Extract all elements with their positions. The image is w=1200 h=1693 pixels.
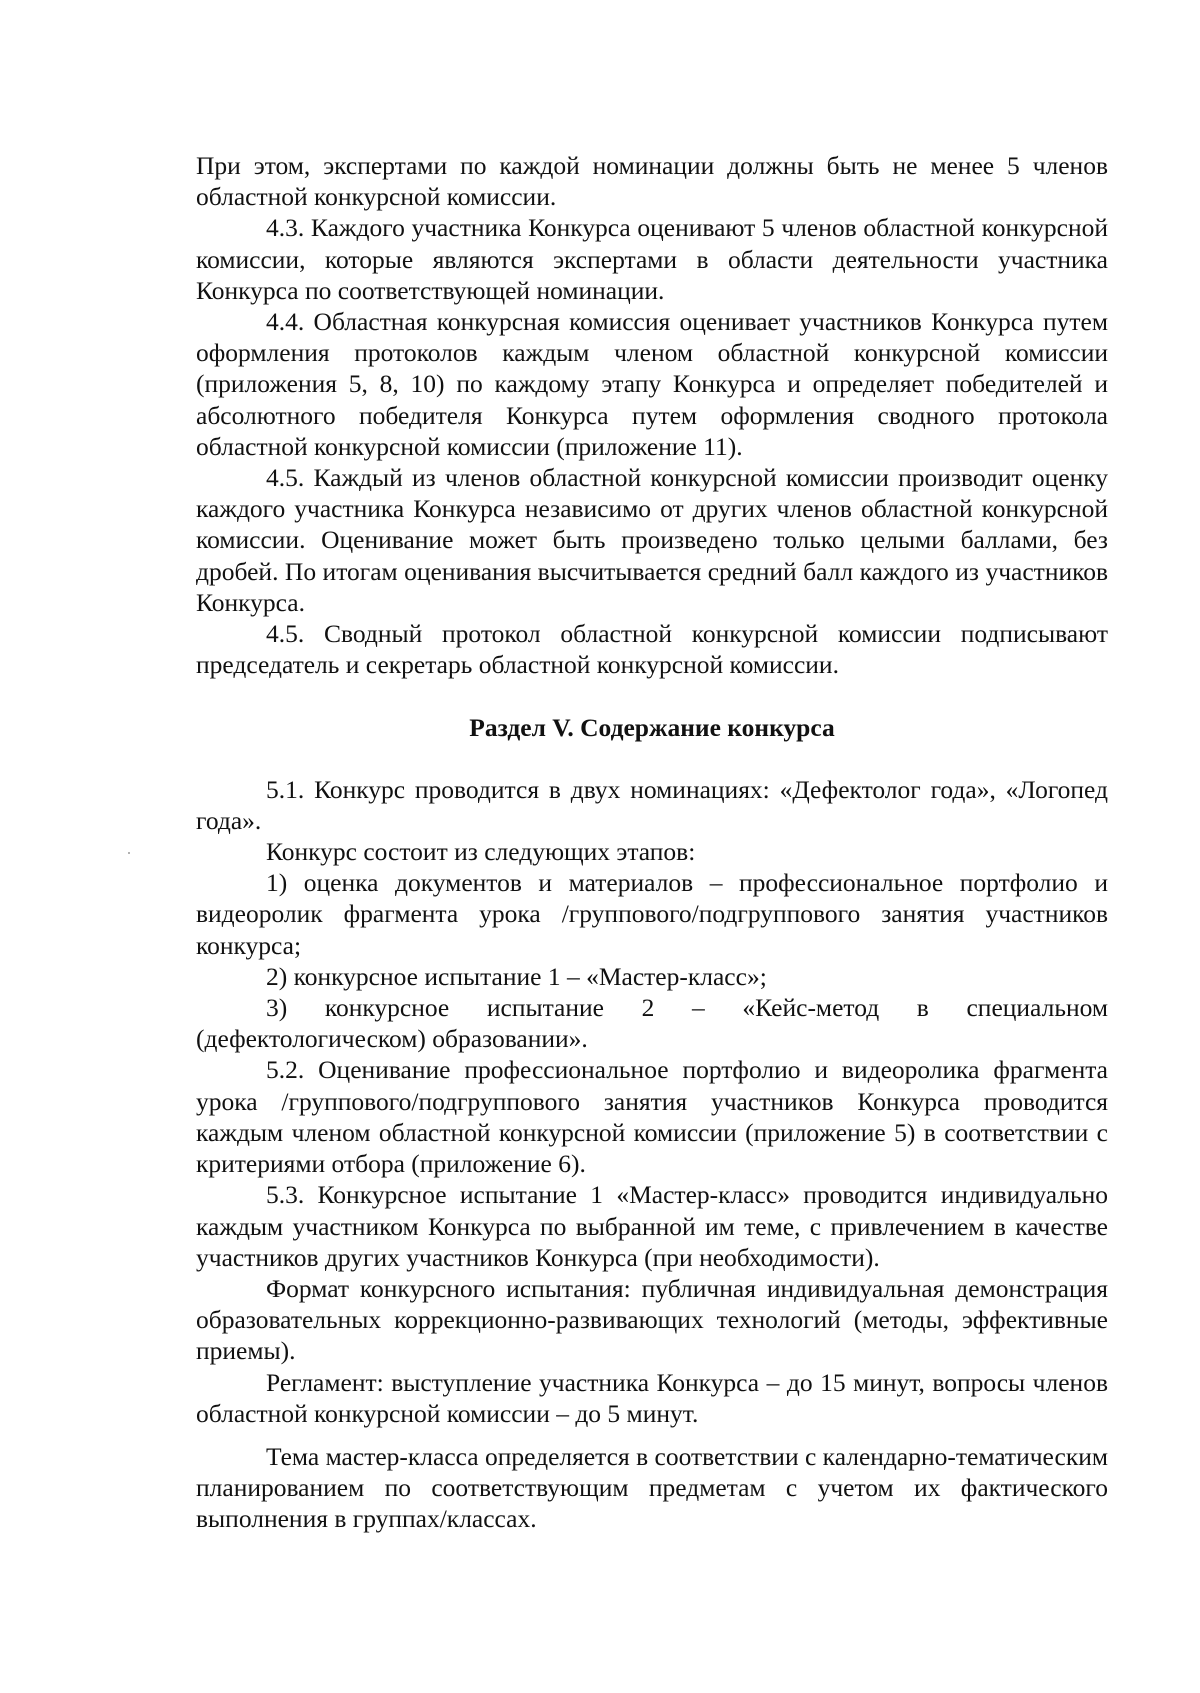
paragraph-5-2: 5.2. Оценивание профессиональное портфолио и видеоролика фрагмента урока /группового/подгруппового занятия участников Конкурса проводится каждым членом областной конкурсной комиссии (приложение 5) в соответствии с критериями отбора (приложение 6).: [196, 1055, 1108, 1179]
paragraph-5-3: 5.3. Конкурсное испытание 1 «Мастер-класс» проводится индивидуально каждым участником Конкурса по выбранной им теме, с привлечением в качестве участников других участников Конкурса (при необходимости).: [196, 1180, 1108, 1272]
spacer: [196, 680, 1108, 712]
list-item-stage-3: 3) конкурсное испытание 2 – «Кейс-метод в специальном (дефектологическом) образовании».: [196, 993, 1108, 1054]
paragraph-4-4: 4.4. Областная конкурсная комиссия оценивает участников Конкурса путем оформления протоколов каждым членом областной конкурсной комиссии (приложения 5, 8, 10) по каждому этапу Конкурса и определяет победителей и абсолютного победителя Конкурса путем оформления сводного протокола областной конкурсной комиссии (приложение 11).: [196, 307, 1108, 461]
paragraph-master-class-topic: Тема мастер-класса определяется в соответствии с календарно-тематическим планированием по соответствующим предметам с учетом их фактического выполнения в группах/классах.: [196, 1441, 1108, 1534]
paragraph-4-5-evaluation: 4.5. Каждый из членов областной конкурсной комиссии производит оценку каждого участника Конкурса независимо от других членов областной конкурсной комиссии. Оценивание может быть произведено только целыми баллами, без дробей. По итогам оценивания высчитывается средний балл каждого из участников Конкурса.: [196, 463, 1108, 617]
paragraph-4-3: 4.3. Каждого участника Конкурса оценивают 5 членов областной конкурсной комиссии, которые являются экспертами в области деятельности участника Конкурса по соответствующей номинации.: [196, 213, 1108, 305]
paragraph-regulation: Регламент: выступление участника Конкурса – до 15 минут, вопросы членов областной конкурсной комиссии – до 5 минут.: [196, 1367, 1108, 1428]
paragraph-format: Формат конкурсного испытания: публичная индивидуальная демонстрация образовательных коррекционно-развивающих технологий (методы, эффективные приемы).: [196, 1273, 1108, 1366]
paragraph-stages-intro: Конкурс состоит из следующих этапов:: [266, 837, 696, 867]
list-item-stage-2: 2) конкурсное испытание 1 – «Мастер-класс»;: [266, 961, 767, 991]
paragraph-5-1: 5.1. Конкурс проводится в двух номинациях: «Дефектолог года», «Логопед года».: [196, 774, 1108, 835]
list-item-stage-1: 1) оценка документов и материалов – профессиональное портфолио и видеоролик фрагмента урока /группового/подгруппового занятия участников конкурса;: [196, 868, 1108, 960]
paragraph-experts-intro: При этом, экспертами по каждой номинации должны быть не менее 5 членов областной конкурсной комиссии.: [196, 151, 1108, 212]
section-heading: Раздел V. Содержание конкурса: [469, 713, 835, 743]
scan-speck: [128, 852, 130, 854]
paragraph-4-5-protocol: 4.5. Сводный протокол областной конкурсной комиссии подписывают председатель и секретарь областной конкурсной комиссии.: [196, 619, 1108, 680]
spacer: [196, 744, 1108, 774]
spacer: [196, 1429, 1108, 1441]
document-body: [196, 150, 1108, 1535]
